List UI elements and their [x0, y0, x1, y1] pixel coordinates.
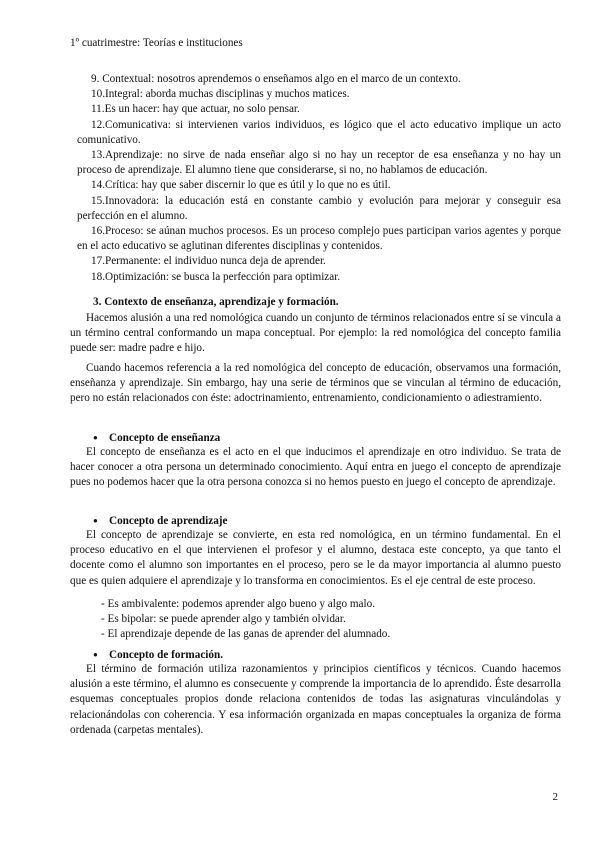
list-item: 10.Integral: aborda muchas disciplinas y muchos matices.	[91, 88, 350, 101]
subsection-title-aprendizaje	[93, 513, 228, 529]
section-title: 3. Contexto de enseñanza, aprendizaje y formación.	[93, 296, 339, 308]
subsection-title-text: Concepto de enseñanza	[109, 432, 221, 444]
list-item: 15.Innovadora: la educación está en constante cambio y evolución para mejorar y conseguir esa perfección en el alumno.	[77, 194, 561, 222]
ensenanza-paragraph	[70, 445, 561, 491]
aprendizaje-paragraph	[70, 528, 561, 589]
page-header: 1º cuatrimestre: Teorías e instituciones	[70, 37, 243, 49]
subsection-title-formacion	[93, 647, 223, 663]
list-item: 16.Proceso: se aúnan muchos procesos. Es un proceso complejo pues participan varios agentes y porque en el acto educativo se aglutinan diferentes disciplinas y contenidos.	[77, 225, 561, 253]
dash-list-item: - Es ambivalente: podemos aprender algo bueno y algo malo.	[101, 598, 376, 610]
list-item: 9. Contextual: nosotros aprendemos o enseñamos algo en el marco de un contexto.	[91, 73, 461, 85]
paragraph-text: Hacemos alusión a una red nomológica cuando un conjunto de términos relacionados entre sí se vincula a un término central conformando un mapa conceptual. Por ejemplo: la red nomológica del concepto familia puede ser: madre padre e hijo.	[70, 312, 561, 355]
bullet-icon: ●	[93, 650, 98, 659]
paragraph-text: El término de formación utiliza razonamientos y principios científicos y técnicos. Cuando hacemos alusión a este término, el alumno es consecuente y comprende la importancia de lo aprendido. Éste desarrolla esquemas conceptuales propios donde relaciona contenidos de todas las asignaturas vinculándolas y relacionándolas con coherencia. Y esa información organizada en mapas conceptuales la organiza de forma ordenada (carpetas mentales).	[70, 663, 561, 736]
paragraph-text: El concepto de enseñanza es el acto en el que inducimos el aprendizaje en otro individuo. Se trata de hacer conocer a otra persona un determinado conocimiento. Aquí entra en juego el concepto de aprendizaje pues no podemos hacer que la otra persona conozca si no hemos puesto en juego el concepto de aprendizaje.	[70, 446, 561, 489]
intro-paragraph	[70, 311, 561, 357]
bullet-icon: ●	[93, 516, 98, 525]
list-item: 14.Crítica: hay que saber discernir lo que es útil y lo que no es útil.	[91, 179, 391, 192]
subsection-title-ensenanza	[93, 430, 220, 446]
page-number: 2	[552, 791, 558, 803]
dash-list-item: - El aprendizaje depende de las ganas de aprender del alumnado.	[101, 628, 391, 641]
formacion-paragraph	[70, 662, 561, 738]
list-item: 12.Comunicativa: si intervienen varios individuos, es lógico que el acto educativo implique un acto comunicativo.	[77, 118, 561, 146]
dash-list	[101, 597, 521, 643]
paragraph-text: El concepto de aprendizaje se convierte, en esta red nomológica, en un término fundamental. En el proceso educativo en el que intervienen el profesor y el alumno, destaca este concepto, ya que tanto el docente como el alumno son importantes en el proceso, pero se le da mayor importancia al alumno puesto que es quien adquiere el aprendizaje y lo transforma en conocimientos. Es el eje central de este proceso.	[70, 529, 561, 587]
list-item: 13.Aprendizaje: no sirve de nada enseñar algo si no hay un receptor de esa enseñanza y no hay un proceso de aprendizaje. El alumno tiene que considerarse, si no, no hablamos de educación.	[77, 149, 561, 177]
list-item: 18.Optimización: se busca la perfección para optimizar.	[91, 270, 341, 283]
intro-paragraph	[70, 361, 561, 407]
subsection-title-text: Concepto de formación.	[109, 649, 224, 661]
list-item: 11.Es un hacer: hay que actuar, no solo pensar.	[91, 103, 300, 116]
subsection-title-text: Concepto de aprendizaje	[109, 515, 228, 527]
dash-list-item: - Es bipolar: se puede aprender algo y también olvidar.	[101, 613, 346, 626]
list-item: 17.Permanente: el individuo nunca deja de aprender.	[91, 255, 326, 268]
numbered-list	[77, 72, 561, 285]
paragraph-text: Cuando hacemos referencia a la red nomológica del concepto de educación, observamos una formación, enseñanza y aprendizaje. Sin embargo, hay una serie de términos que se vinculan al término de educación, pero no están relacionados con éste: adoctrinamiento, entrenamiento, condicionamiento o adiestramiento.	[70, 362, 561, 405]
bullet-icon: ●	[93, 433, 98, 442]
